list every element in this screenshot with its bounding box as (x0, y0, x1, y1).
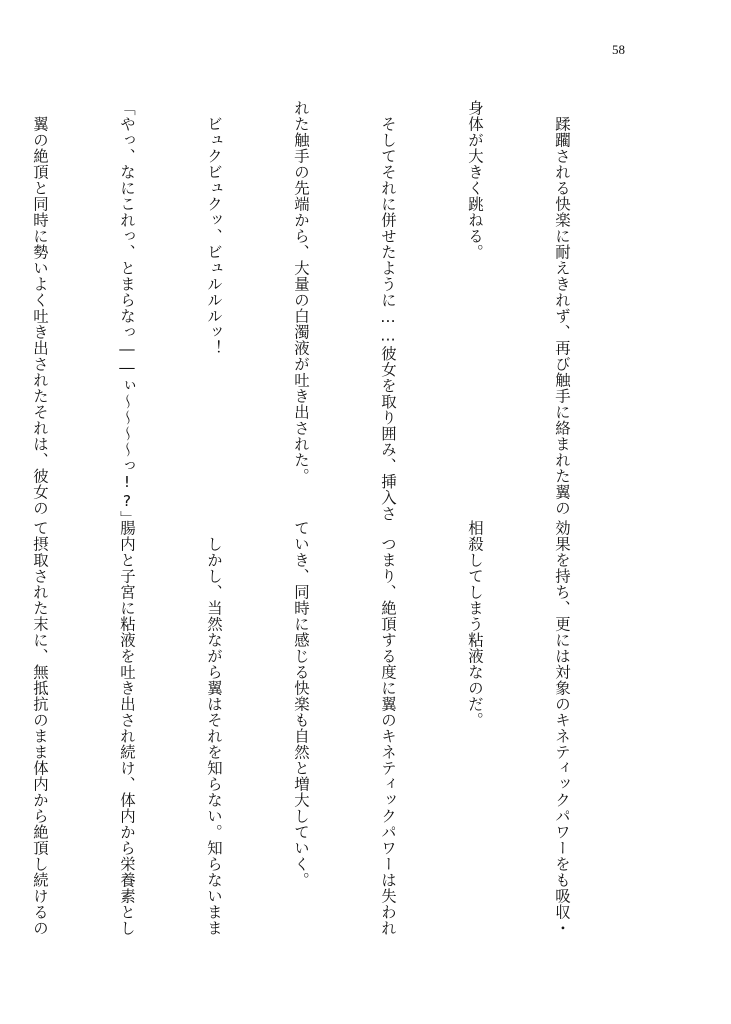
page-number: 58 (612, 42, 625, 57)
text-line: 翼の絶頂と同時に勢いよく吐き出されたそれは、彼女の (31, 100, 49, 516)
text-line: 効果を持ち、更には対象のキネティックパワーをも吸収・ (553, 520, 571, 936)
text-line: つまり、絶頂する度に翼のキネティックパワーは失われ (379, 520, 397, 936)
text-line: 相殺してしまう粘液なのだ。 (466, 520, 484, 728)
text-line: 「やっ、なにこれっ、とまらなっ――ぃ〜〜〜〜っ!?」 (118, 100, 136, 527)
text-column-bottom (0, 520, 634, 936)
text-line: 腸内と子宮に粘液を吐き出され続け、体内から栄養素とし (118, 520, 136, 936)
text-line: 身体が大きく跳ねる。 (466, 100, 484, 260)
text-line: ビュクビュクッ、ビュルルルッ！ (205, 100, 223, 356)
text-line: そしてそれに併せたように……彼女を取り囲み、挿入さ (379, 100, 397, 522)
text-line: て摂取された末に、無抵抗のまま体内から絶頂し続けるの (31, 520, 49, 936)
text-line: ていき、同時に感じる快楽も自然と増大していく。 (292, 520, 310, 888)
text-line: しかし、当然ながら翼はそれを知らない。知らないまま (205, 520, 223, 936)
text-line: れた触手の先端から、大量の白濁液が吐き出された。 (292, 100, 310, 484)
text-column-top (0, 100, 634, 527)
text-line: 蹂躙される快楽に耐えきれず、再び触手に絡まれた翼の (553, 100, 571, 516)
